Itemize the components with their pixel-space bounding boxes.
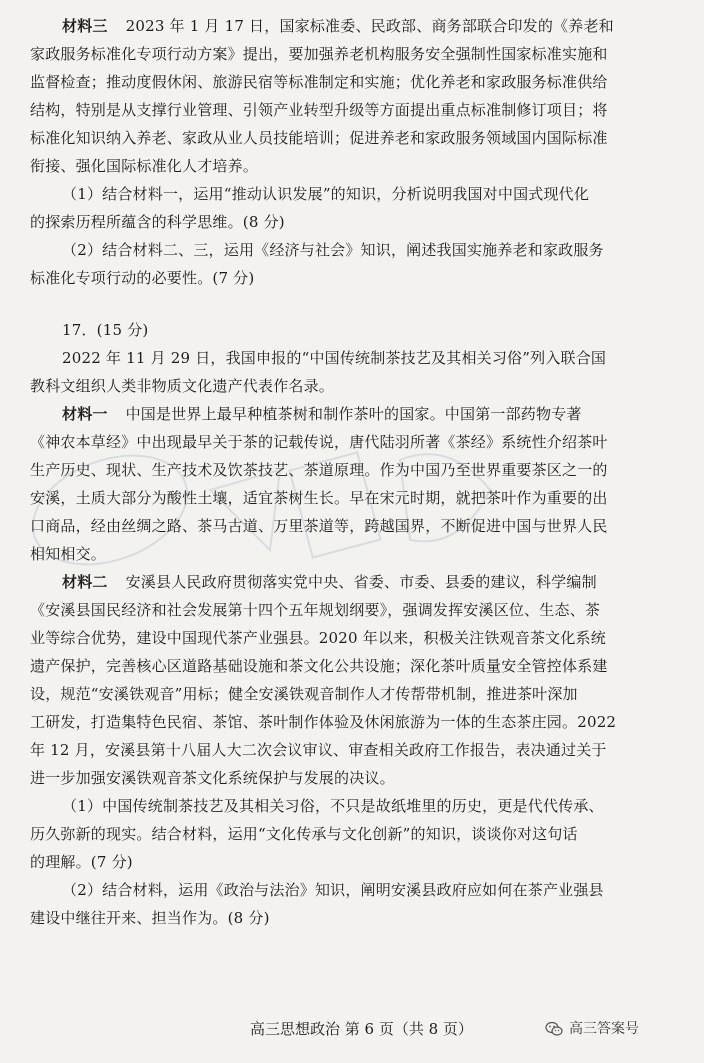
material1-line-2: 《神农本草经》中出现最早关于茶的记载传说，唐代陆羽所著《茶经》系统性介绍茶叶 xyxy=(30,433,608,451)
q17-1-line-2: 历久弥新的现实。结合材料，运用“文化传承与文化创新”的知识，谈谈你对这句话 xyxy=(30,825,578,843)
material2-line-7: 年 12 月，安溪县第十八届人大二次会议审议、审查相关政府工作报告，表决通过关于 xyxy=(30,741,607,759)
page-footer xyxy=(0,1014,704,1044)
q16-1-line-1: （1）结合材料一，运用“推动认识发展”的知识，分析说明我国对中国式现代化 xyxy=(62,185,590,203)
q17-intro-line-2: 教科文组织人类非物质文化遗产代表作名录。 xyxy=(30,377,335,395)
wechat-icon xyxy=(545,1021,563,1037)
q17-intro-line-1: 2022 年 11 月 29 日，我国申报的“中国传统制茶技艺及其相关习俗”列入联合国 xyxy=(62,349,607,367)
material3-line-6: 衔接、强化国际标准化人才培养。 xyxy=(30,157,259,175)
q16-2-line-1: （2）结合材料二、三，运用《经济与社会》知识，阐述我国实施养老和家政服务 xyxy=(62,241,604,259)
material2-line-8: 进一步加强安溪铁观音茶文化系统保护与发展的决议。 xyxy=(30,769,395,787)
q17-2-line-1: （2）结合材料，运用《政治与法治》知识，阐明安溪县政府应如何在茶产业强县 xyxy=(62,881,604,899)
q16-1-line-2: 的探索历程所蕴含的科学思维。(8 分) xyxy=(30,213,285,231)
material2-line-4: 遗产保护，完善核心区道路基础设施和茶文化公共设施；深化茶叶质量安全管控体系建 xyxy=(30,657,608,675)
material3-label: 材料三 xyxy=(62,17,108,35)
q17-heading: 17．(15 分) xyxy=(62,321,149,339)
brand-badge[interactable] xyxy=(545,1014,639,1044)
material1-line-6: 相知相交。 xyxy=(30,545,107,563)
material3-line-2: 家政服务标准化专项行动方案》提出，要加强养老机构服务安全强制性国家标准实施和 xyxy=(30,45,608,63)
material3-line-3: 监督检查；推动度假休闲、旅游民宿等标准制定和实施；优化养老和家政服务标准供给 xyxy=(30,73,608,91)
material3-line-4: 结构，特别是从支撑行业管理、引领产业转型升级等方面提出重点标准制修订项目；将 xyxy=(30,101,608,119)
material2-line-2: 《安溪县国民经济和社会发展第十四个五年规划纲要》，强调发挥安溪区位、生态、茶 xyxy=(30,601,601,619)
material1-line-5: 口商品，经由丝绸之路、茶马古道、万里茶道等，跨越国界，不断促进中国与世界人民 xyxy=(30,517,608,535)
brand-name: 高三答案号 xyxy=(569,1021,639,1037)
material3-line-1: 材料三 2023 年 1 月 17 日，国家标准委、民政部、商务部联合印发的《养老和 xyxy=(62,17,614,35)
page-number-label: 高三思想政治 第 6 页（共 8 页） xyxy=(250,1020,473,1038)
material1-line-3: 生产历史、现状、生产技术及饮茶技艺、茶道原理。作为中国乃至世界重要茶区之一的 xyxy=(30,461,608,479)
material2-line-5: 设，规范“安溪铁观音”用标；健全安溪铁观音制作人才传帮带机制，推进茶叶深加 xyxy=(30,685,578,703)
material2-line-6: 工研发，打造集特色民宿、茶馆、茶叶制作体验及休闲旅游为一体的生态茶庄园。2022 xyxy=(30,713,617,731)
material1-label: 材料一 xyxy=(62,405,108,423)
material1-line-1: 材料一 中国是世界上最早种植茶树和制作茶叶的国家。中国第一部药物专著 xyxy=(62,405,582,423)
material2-label: 材料二 xyxy=(62,573,108,591)
material1-line-4: 安溪，土质大部分为酸性土壤，适宜茶树生长。早在宋元时期，就把茶叶作为重要的出 xyxy=(30,489,608,507)
q17-1-line-1: （1）中国传统制茶技艺及其相关习俗，不只是故纸堆里的历史，更是代代传承、 xyxy=(62,797,604,815)
material2-line-1: 材料二 安溪县人民政府贯彻落实党中央、省委、市委、县委的建议，科学编制 xyxy=(62,573,597,591)
q16-2-line-2: 标准化专项行动的必要性。(7 分) xyxy=(30,269,255,287)
q17-2-line-2: 建设中继往开来、担当作为。(8 分) xyxy=(30,909,270,927)
q17-1-line-3: 的理解。(7 分) xyxy=(30,853,133,871)
material2-line-3: 业等综合优势，建设中国现代茶产业强县。2020 年以来，积极关注铁观音茶文化系统 xyxy=(30,629,606,647)
material3-line-5: 标准化知识纳入养老、家政从业人员技能培训；促进养老和家政服务领域国内国际标准 xyxy=(30,129,608,147)
